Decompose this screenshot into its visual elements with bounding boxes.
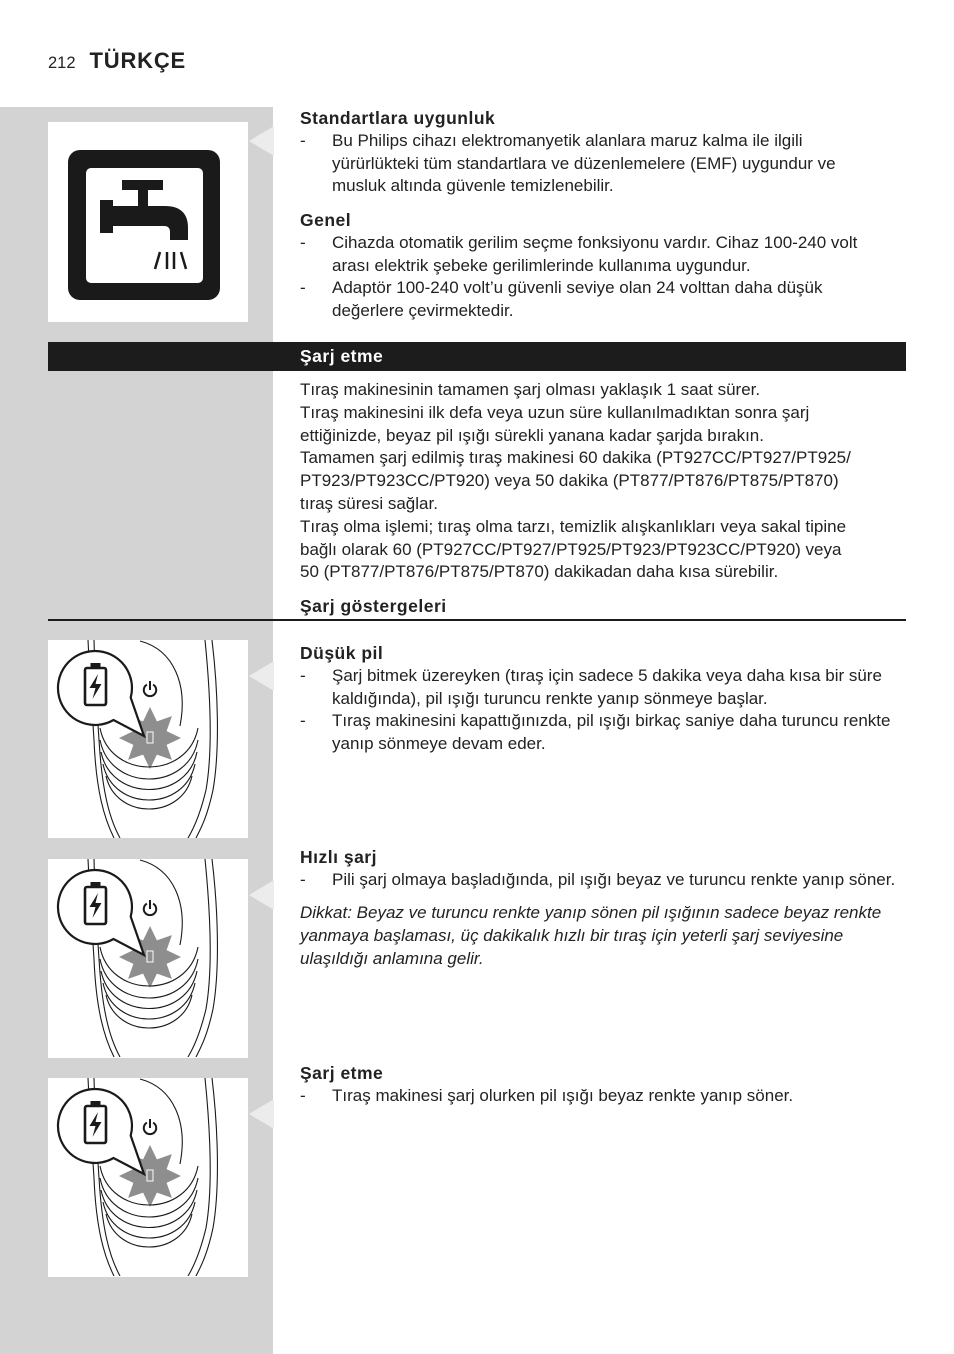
list-item-text (332, 1085, 793, 1108)
figure-pointer (248, 125, 274, 157)
list-item-text (332, 710, 890, 756)
section-heading: Şarj göstergeleri (300, 596, 447, 616)
text-line: Şarj bitmek üzereyken (tıraş için sadece 5 dakika veya daha kısa bir süre (332, 665, 882, 685)
text-line: Dikkat: Beyaz ve turuncu renkte yanıp sönen pil ışığının sadece beyaz renkte (300, 903, 882, 922)
callout-bubble (58, 651, 144, 736)
compliance-section (300, 107, 906, 198)
text-line: musluk altında güvenle temizlenebilir. (332, 176, 614, 196)
low-battery-section (300, 642, 906, 756)
power-icon (144, 1119, 156, 1134)
bullet-dash: - (300, 130, 306, 150)
text-line: Tıraş olma işlemi; tıraş olma tarzı, temizlik alışkanlıkları veya sakal tipine (300, 516, 847, 536)
list-item (300, 1085, 906, 1108)
text-line: Tamamen şarj edilmiş tıraş makinesi 60 dakika (PT927CC/PT927/PT925/ (300, 448, 851, 468)
list-item-text (332, 232, 857, 278)
text-line: Tıraş makinesinin tamamen şarj olması yaklaşık 1 saat sürer. (300, 380, 761, 399)
charging-figure (48, 1078, 248, 1277)
text-line: ettiğinizde, beyaz pil ışığı sürekli yanana kadar şarjda bırakın. (300, 425, 764, 445)
text-line: Adaptör 100-240 volt’u güvenli seviye olan 24 volttan daha düşük (332, 278, 823, 298)
list-item (300, 869, 906, 892)
power-icon (144, 900, 156, 915)
text-line: Tıraş makinesi şarj olurken pil ışığı beyaz renkte yanıp söner. (332, 1085, 794, 1105)
text-line: PT923/PT923CC/PT920) veya 50 dakika (PT877/PT876/PT875/PT870) (300, 471, 839, 491)
language-title: TÜRKÇE (89, 48, 186, 73)
text-line: bağlı olarak 60 (PT927CC/PT927/PT925/PT923/PT923CC/PT920) veya (300, 539, 842, 559)
page-number: 212 (48, 54, 76, 72)
subsection-heading: Düşük pil (300, 643, 384, 663)
power-icon (144, 681, 156, 696)
general-section (300, 209, 906, 323)
faucet-icon (48, 122, 248, 322)
text-line: Tıraş makinesini kapattığınızda, pil ışığı birkaç saniye daha turuncu renkte (332, 711, 891, 731)
quick-charge-section (300, 846, 906, 892)
figure-pointer (248, 1098, 274, 1130)
figure-pointer (248, 660, 274, 692)
low-battery-figure (48, 640, 248, 838)
quick-charge-note (300, 902, 906, 970)
section-heading: Genel (300, 210, 352, 230)
text-line: Cihazda otomatik gerilim seçme fonksiyonu vardır. Cihaz 100-240 volt (332, 232, 858, 252)
bullet-dash: - (300, 869, 306, 889)
text-line: ulaşıldığı anlamına gelir. (300, 948, 484, 968)
list-item-text (332, 869, 895, 892)
callout-bubble (58, 870, 144, 955)
text-line: tıraş süresi sağlar. (300, 493, 438, 513)
list-item (300, 665, 906, 711)
shaver-illustration (48, 640, 248, 838)
text-line: arası elektrik şebeke gerilimlerinde kullanıma uygundur. (332, 255, 751, 275)
text-line: Bu Philips cihazı elektromanyetik alanlara maruz kalma ile ilgili (332, 130, 803, 150)
charging-intro (300, 379, 906, 584)
text-line: değerlere çevirmektedir. (332, 301, 514, 321)
list-item-text (332, 665, 882, 711)
section-heading: Standartlara uygunluk (300, 108, 496, 128)
list-item-text (332, 277, 823, 323)
bullet-dash: - (300, 665, 306, 685)
section-rule (48, 619, 906, 621)
bullet-dash: - (300, 278, 306, 298)
figure-pointer (248, 879, 274, 911)
shaver-illustration (48, 859, 248, 1057)
list-item (300, 277, 906, 323)
text-line: Pili şarj olmaya başladığında, pil ışığı beyaz ve turuncu renkte yanıp söner. (332, 869, 896, 889)
indicators-heading-block (300, 595, 906, 618)
text-line: Tıraş makinesini ilk defa veya uzun süre kullanılmadıktan sonra şarj (300, 402, 810, 422)
charging-indicator-section (300, 1062, 906, 1108)
bullet-dash: - (300, 1085, 306, 1105)
bullet-dash: - (300, 711, 306, 731)
page-header (48, 48, 186, 76)
text-line: yanıp sönmeye devam eder. (332, 734, 546, 754)
text-line: 50 (PT877/PT876/PT875/PT870) dakikadan daha kısa sürebilir. (300, 562, 779, 582)
list-item (300, 710, 906, 756)
bullet-dash: - (300, 232, 306, 252)
section-bar-title: Şarj etme (300, 346, 384, 366)
section-bar (48, 342, 906, 371)
list-item-text (332, 130, 836, 198)
quick-charge-figure (48, 859, 248, 1058)
callout-bubble (58, 1089, 144, 1174)
list-item (300, 130, 906, 198)
shaver-illustration (48, 1078, 248, 1276)
text-line: yürürlükteki tüm standartlara ve düzenlemelere (EMF) uygundur ve (332, 153, 836, 173)
subsection-heading: Hızlı şarj (300, 847, 377, 867)
text-line: kaldığında), pil ışığı turuncu renkte yanıp sönmeye başlar. (332, 688, 768, 708)
list-item (300, 232, 906, 278)
text-line: yanmaya başlaması, üç dakikalık hızlı bir tıraş için yeterli şarj seviyesine (300, 925, 844, 945)
subsection-heading: Şarj etme (300, 1063, 384, 1083)
faucet-figure (48, 122, 248, 322)
